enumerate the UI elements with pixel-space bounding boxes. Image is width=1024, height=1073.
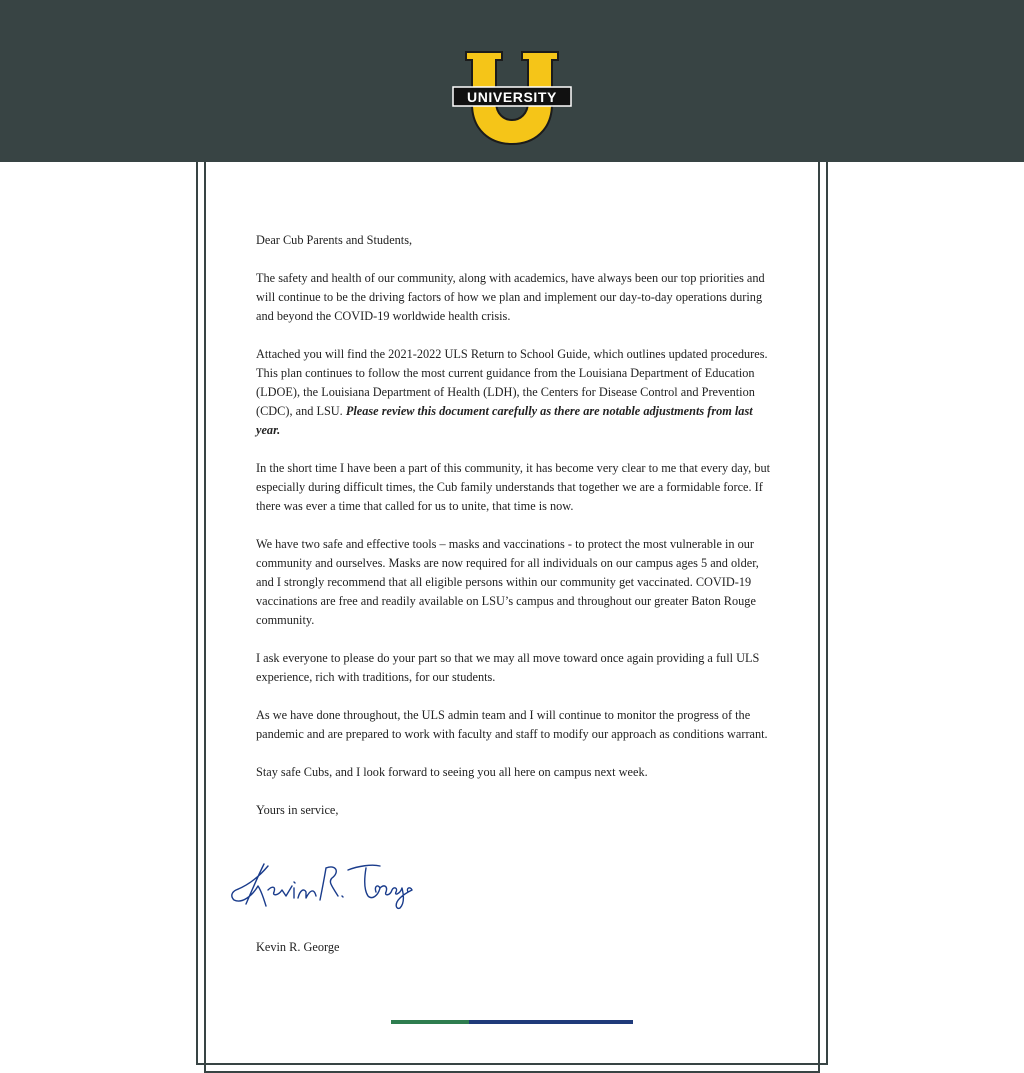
paragraph-safety: The safety and health of our community, along with academics, have always been our top priorities and will continue to be the driving factors of how we plan and implement our day-to-day operations during and beyond the COVID-19 worldwide health crisis. [256, 271, 765, 323]
paragraph-request: I ask everyone to please do your part so that we may all move toward once again providing a full ULS experience, rich with traditions, for our students. [256, 651, 760, 684]
paragraph-tools: We have two safe and effective tools – masks and vaccinations - to protect the most vulnerable in our community and ourselves. Masks are now required for all individuals on our campus ages 5 and older, and I strongly recommend that all eligible persons within our community get vaccinated. COVID-19 vaccinations are free and readily available on LSU’s campus and throughout our greater Baton Rouge community. [256, 537, 759, 627]
letter-body [256, 231, 772, 820]
guide-text: Attached you will find the 2021-2022 ULS Return to School Guide, which outlines updated procedures. This plan continues to follow the most current guidance from the Louisiana Department of Education (LDOE), the Louisiana Department of Health (LDH), the Centers for Disease Control and Prevention (CDC), and LSU. [256, 347, 768, 418]
signer-name: Kevin R. George [256, 940, 340, 954]
closing: Yours in service, [256, 803, 339, 817]
paragraph-monitor: As we have done throughout, the ULS admin team and I will continue to monitor the progress of the pandemic and are prepared to work with faculty and staff to modify our approach as conditions warrant. [256, 708, 768, 741]
paragraph-community: In the short time I have been a part of this community, it has become very clear to me that every day, but especially during difficult times, the Cub family understands that together we are a formidable force. If there was ever a time that called for us to unite, that time is now. [256, 461, 771, 513]
salutation: Dear Cub Parents and Students, [256, 233, 413, 247]
paragraph-stay-safe: Stay safe Cubs, and I look forward to seeing you all here on campus next week. [256, 765, 648, 779]
signature-image [228, 856, 418, 912]
footer-accent-green [391, 1020, 469, 1024]
logo-wordmark: UNIVERSITY [466, 88, 557, 105]
paragraph-guide [256, 345, 772, 440]
footer-accent-blue [469, 1020, 633, 1024]
review-emphasis: Please review this document carefully as there are notable adjustments from last year. [256, 404, 753, 437]
